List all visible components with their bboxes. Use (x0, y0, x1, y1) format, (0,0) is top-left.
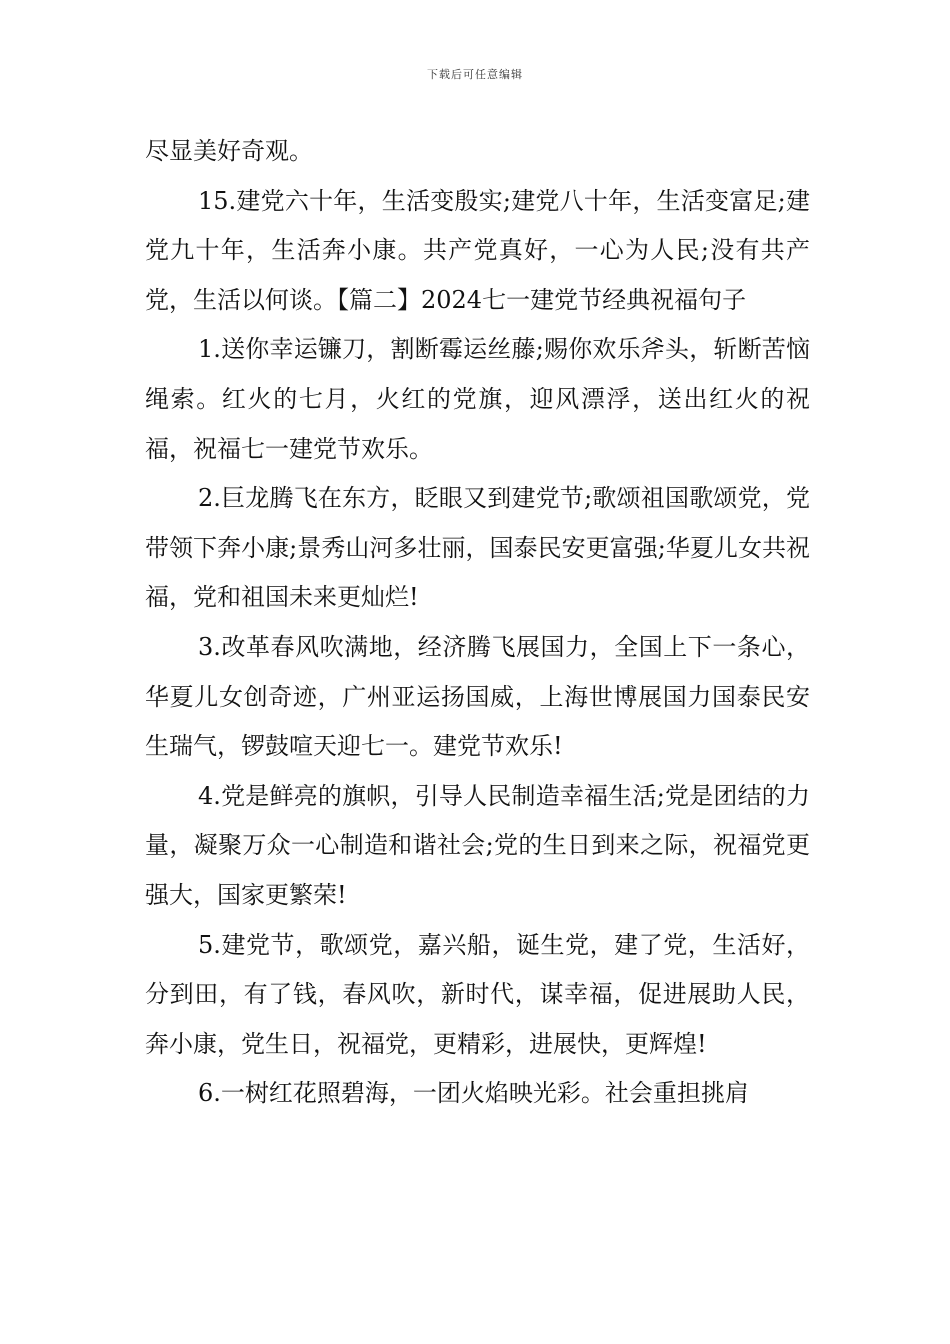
paragraph: 1.送你幸运镰刀，割断霉运丝藤;赐你欢乐斧头，斩断苦恼绳索。红火的七月，火红的党旗，迎风漂浮，送出红火的祝福，祝福七一建党节欢乐。 (145, 335, 810, 463)
paragraph: 6.一树红花照碧海，一团火焰映光彩。社会重担挑肩 (198, 1079, 749, 1108)
paragraph: 2.巨龙腾飞在东方，眨眼又到建党节;歌颂祖国歌颂党，党带领下奔小康;景秀山河多壮丽，国泰民安更富强;华夏儿女共祝福，党和祖国未来更灿烂! (145, 484, 810, 612)
paragraph: 15.建党六十年，生活变殷实;建党八十年，生活变富足;建党九十年，生活奔小康。共产党真好，一心为人民;没有共产党，生活以何谈。【篇二】2024七一建党节经典祝福句子 (145, 186, 810, 314)
paragraph: 5.建党节，歌颂党，嘉兴船，诞生党，建了党，生活好，分到田，有了钱，春风吹，新时代，谋幸福，促进展助人民，奔小康，党生日，祝福党，更精彩，进展快，更辉煌! (145, 930, 810, 1058)
paragraph: 3.改革春风吹满地，经济腾飞展国力，全国上下一条心，华夏儿女创奇迹，广州亚运扬国威，上海世博展国力国泰民安生瑞气，锣鼓喧天迎七一。建党节欢乐! (145, 632, 810, 761)
header-note: 下载后可任意编辑 (427, 68, 523, 81)
paragraph: 4.党是鲜亮的旗帜，引导人民制造幸福生活;党是团结的力量，凝聚万众一心制造和谐社会;党的生日到来之际，祝福党更强大，国家更繁荣! (145, 781, 810, 909)
document-body (145, 127, 810, 1119)
paragraph: 尽显美好奇观。 (145, 137, 313, 165)
